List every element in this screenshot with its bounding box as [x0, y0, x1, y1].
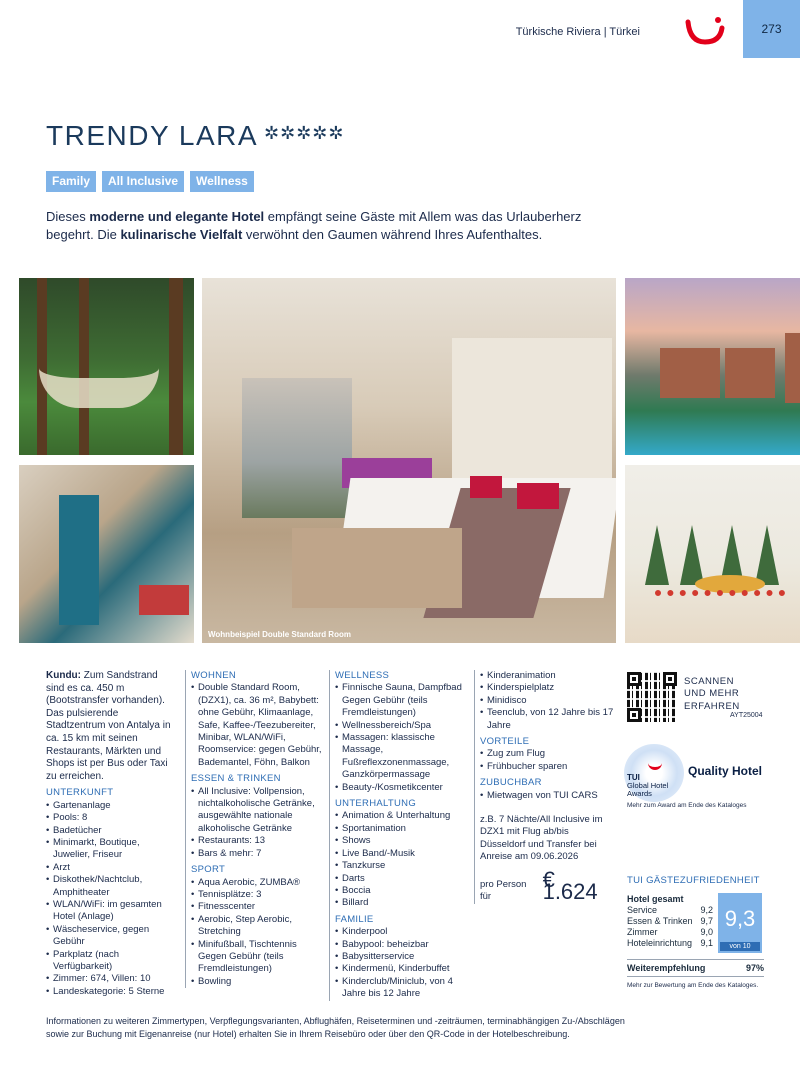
list-item: • Kinderclub/Miniclub, von 4 Jahre bis 12 Jahre [335, 976, 469, 1001]
list-item: • WLAN/WiFi: im gesamten Hotel (Anlage) [46, 899, 178, 924]
score-value: 9,3 [724, 906, 756, 931]
list-item: • Aqua Aerobic, ZUMBA® [191, 877, 325, 889]
tag-all-inclusive: All Inclusive [102, 171, 184, 192]
heading-vorteile: VORTEILE [480, 736, 530, 748]
photo-spa [19, 465, 194, 643]
rating-row: Essen & Trinken 9,7 [627, 916, 713, 926]
list-item: • Bowling [191, 976, 325, 988]
list-item: • Aerobic, Step Aerobic, Stretching [191, 914, 325, 939]
rating-row: Service 9,2 [627, 905, 713, 915]
list-item: • Sportanimation [335, 823, 469, 835]
recommend-label: Weiterempfehlung [627, 963, 706, 973]
list-item: • Animation & Unterhaltung [335, 810, 469, 822]
list-item: • Minidisco [480, 695, 614, 707]
heading-wellness: WELLNESS [335, 670, 390, 681]
offer-text: z.B. 7 Nächte/All Inclusive im DZX1 mit Flug ab/bis Düsseldorf und Transfer bei Anreise am 09.06.2026 [480, 814, 603, 863]
award-label: TUI Global Hotel Awards [627, 773, 669, 798]
photo-caption: Wohnbeispiel Double Standard Room [208, 630, 351, 639]
list-item: • Minimarkt, Boutique, Juwelier, Friseur [46, 837, 178, 862]
list-item: • Parkplatz (nach Verfügbarkeit) [46, 949, 178, 974]
footer-note: Informationen zu weiteren Zimmertypen, Verpflegungsvarianten, Abflughäfen, Reiseterminen und -zeiträumen, terminabhängigen Zu-/Abschlägen sowie zur Buchung mit Eigenanreise (nur Hotel) erhalten Sie in Ihrem Reisebüro oder über den QR-Code in der Hotelbeschreibung. [46, 1016, 625, 1039]
heading-familie: FAMILIE [335, 913, 374, 925]
heading-essen: ESSEN & TRINKEN [191, 773, 281, 785]
list-item: • Arzt [46, 862, 178, 874]
overall-score [718, 893, 762, 953]
qr-code[interactable] [627, 672, 677, 722]
photo-hammock-garden [19, 278, 194, 455]
list-item: • Restaurants: 13 [191, 835, 325, 847]
list-item: • Live Band/-Musik [335, 848, 469, 860]
heading-wohnen: WOHNEN [191, 670, 237, 681]
list-item: • Frühbucher sparen [480, 761, 614, 773]
list-item: • Landeskategorie: 5 Sterne [46, 986, 178, 998]
list-zubuchbar [480, 790, 614, 802]
rating-row: Zimmer 9,0 [627, 927, 713, 937]
kundu-text: Kundu: Zum Sandstrand sind es ca. 450 m (Bootstransfer vorhanden). Das pulsierende Stadtzentrum von Antalya in ca. 15 km mit seinen Restaurants, Märkten und Shops ist per Bus oder Taxi zu erreichen. [46, 670, 171, 782]
header-region: Türkische Riviera | Türkei [515, 26, 640, 38]
column-rooms-food-sport [185, 670, 325, 988]
list-item: • Billard [335, 897, 469, 909]
list-sport [191, 877, 325, 989]
qr-code-id: AYT25004 [730, 712, 763, 719]
star-rating: ✲✲✲✲✲ [264, 123, 345, 143]
photo-kids-club [625, 465, 800, 643]
list-kids [480, 670, 614, 732]
list-item: • Wäscheservice, gegen Gebühr [46, 924, 178, 949]
list-item: • Kinderspielplatz [480, 682, 614, 694]
list-item: • Wellnessbereich/Spa [335, 720, 469, 732]
list-item: • Massagen: klassische Massage, Fußreflexzonenmassage, Ganzkörpermassage [335, 732, 469, 782]
list-item: • Teenclub, von 12 Jahre bis 17 Jahre [480, 707, 614, 732]
list-item: • Mietwagen von TUI CARS [480, 790, 614, 802]
list-item: • Beauty-/Kosmetikcenter [335, 782, 469, 794]
rating-note: Mehr zur Bewertung am Ende des Kataloges. [627, 982, 759, 989]
list-item: • Tanzkurse [335, 860, 469, 872]
list-item: • Kinderpool [335, 926, 469, 938]
heading-unterkunft: UNTERKUNFT [46, 787, 114, 799]
intro-text: Dieses moderne und elegante Hotel empfängt seine Gäste mit Allem was das Urlauberherz begehrt. Die kulinarische Vielfalt verwöhnt den Gaumen während Ihres Aufenthaltes. [46, 209, 582, 242]
list-unterhaltung [335, 810, 469, 909]
list-item: • Babysitterservice [335, 951, 469, 963]
tui-logo-icon [684, 14, 726, 48]
list-item: • Fitnesscenter [191, 901, 325, 913]
list-wohnen [191, 682, 325, 769]
photo-resort-pool [625, 278, 800, 455]
list-item: • Boccia [335, 885, 469, 897]
award-title: Quality Hotel [688, 764, 763, 778]
list-unterkunft [46, 800, 178, 999]
tag-wellness: Wellness [190, 171, 254, 192]
list-item: • Kinderanimation [480, 670, 614, 682]
list-item: • Finnische Sauna, Dampfbad Gegen Gebühr (teils Fremdleistungen) [335, 682, 469, 719]
heading-sport: SPORT [191, 864, 226, 876]
list-item: • All Inclusive: Vollpension, nichtalkoholische Getränke, ausgewählte nationale alkoholische Getränke [191, 786, 325, 836]
rating-title: Hotel gesamt [627, 894, 684, 904]
list-item: • Shows [335, 835, 469, 847]
list-item: • Diskothek/Nachtclub, Amphitheater [46, 874, 178, 899]
list-item: • Kindermenü, Kinderbuffet [335, 963, 469, 975]
column-kids-offer [474, 670, 614, 904]
list-item: • Zug zum Flug [480, 748, 614, 760]
column-location [46, 670, 178, 998]
award-note: Mehr zum Award am Ende des Kataloges [627, 802, 747, 809]
hotel-name: TRENDY LARA [46, 120, 259, 151]
rating-row: Hoteleinrichtung 9,1 [627, 938, 713, 948]
photo-room [202, 278, 616, 643]
heading-unterhaltung: UNTERHALTUNG [335, 798, 417, 810]
list-item: • Bars & mehr: 7 [191, 848, 325, 860]
rating-heading: TUI GÄSTEZUFRIEDENHEIT [627, 875, 760, 886]
price-label: pro Person für [480, 878, 527, 903]
list-item: • Double Standard Room, (DZX1), ca. 36 m², Babybett: ohne Gebühr, Klimaanlage, Safe, Kaffee-/Teezubereiter, Minibar, WLAN/WiFi, Roomservice: gegen Gebühr, Bademantel, Föhn, Balkon [191, 682, 325, 769]
recommendation-row [627, 959, 764, 977]
hotel-title [46, 120, 344, 152]
tag-list [46, 171, 254, 192]
list-wellness [335, 682, 469, 794]
list-item: • Darts [335, 873, 469, 885]
list-essen [191, 786, 325, 860]
list-item: • Minifußball, Tischtennis Gegen Gebühr (teils Fremdleistungen) [191, 939, 325, 976]
list-item: • Babypool: beheizbar [335, 939, 469, 951]
list-item: • Badetücher [46, 825, 178, 837]
heading-zubuchbar: ZUBUCHBAR [480, 777, 542, 789]
list-item: • Zimmer: 674, Villen: 10 [46, 973, 178, 985]
list-vorteile [480, 748, 614, 773]
page-number: 273 [743, 0, 800, 58]
score-scale: von 10 [720, 942, 760, 951]
list-item: • Tennisplätze: 3 [191, 889, 325, 901]
list-item: • Pools: 8 [46, 812, 178, 824]
tag-family: Family [46, 171, 96, 192]
price-value: € 1.624 [542, 866, 598, 905]
list-item: • Gartenanlage [46, 800, 178, 812]
recommend-value: 97% [745, 963, 764, 973]
price-row [480, 866, 614, 905]
column-wellness-entertainment [329, 670, 469, 1001]
scan-text: SCANNEN UND MEHR ERFAHREN [684, 676, 740, 712]
list-familie [335, 926, 469, 1000]
